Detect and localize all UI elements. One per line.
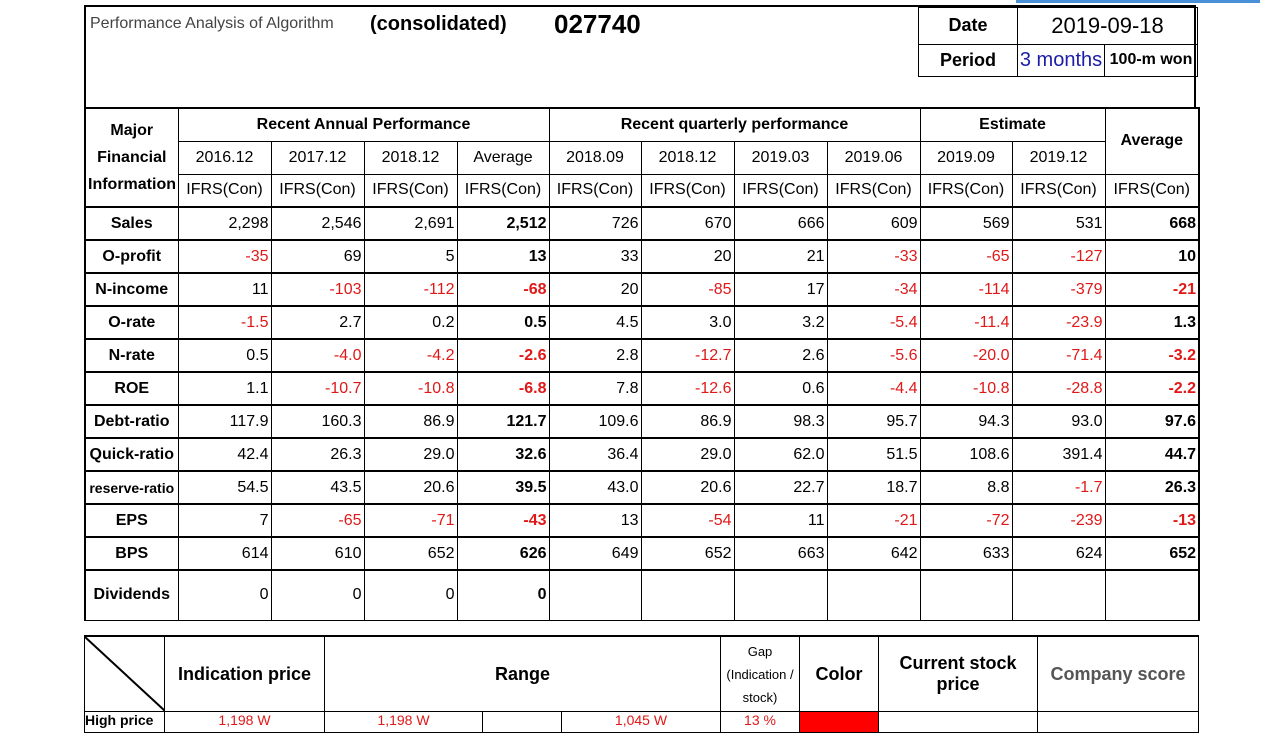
stock-code: 027740: [554, 9, 641, 39]
table-cell: [827, 570, 920, 620]
unit-label: 100-m won: [1105, 44, 1198, 76]
table-cell: 642: [827, 537, 920, 570]
high-indication-price: 1,198 W: [165, 712, 325, 733]
basis-header-9: IFRS(Con): [1012, 174, 1105, 207]
table-cell: -85: [641, 273, 734, 306]
financial-table: [84, 107, 1200, 621]
row-label: O-profit: [85, 240, 178, 273]
table-cell: 3.0: [641, 306, 734, 339]
table-cell: 663: [734, 537, 827, 570]
table-cell: -4.4: [827, 372, 920, 405]
row-label: N-rate: [85, 339, 178, 372]
table-cell: 7: [178, 504, 271, 537]
table-cell: 2.7: [271, 306, 364, 339]
table-cell: -20.0: [920, 339, 1012, 372]
table-cell: 13: [457, 240, 549, 273]
table-cell: -35: [178, 240, 271, 273]
table-row: [85, 207, 1199, 240]
table-cell: 109.6: [549, 405, 641, 438]
table-cell: 20: [641, 240, 734, 273]
basis-header-6: IFRS(Con): [734, 174, 827, 207]
table-cell: 2,691: [364, 207, 457, 240]
table-cell: 95.7: [827, 405, 920, 438]
table-cell: 39.5: [457, 471, 549, 504]
table-cell: 10: [1105, 240, 1199, 273]
table-cell: 36.4: [549, 438, 641, 471]
table-cell: 43.5: [271, 471, 364, 504]
company-score-cell: [1038, 712, 1199, 733]
table-cell: 2,546: [271, 207, 364, 240]
table-cell: -239: [1012, 504, 1105, 537]
table-cell: -34: [827, 273, 920, 306]
report-header: [84, 5, 1196, 107]
table-cell: [1012, 570, 1105, 620]
top-accent-strip: [1016, 0, 1260, 3]
table-row: [85, 471, 1199, 504]
table-cell: -71: [364, 504, 457, 537]
table-cell: -5.4: [827, 306, 920, 339]
table-cell: -65: [271, 504, 364, 537]
table-cell: -71.4: [1012, 339, 1105, 372]
table-cell: 17: [734, 273, 827, 306]
row-label: reserve-ratio: [85, 471, 178, 504]
table-cell: -33: [827, 240, 920, 273]
table-cell: 13: [549, 504, 641, 537]
table-cell: 29.0: [364, 438, 457, 471]
table-cell: 29.0: [641, 438, 734, 471]
table-cell: 4.5: [549, 306, 641, 339]
period-label: Period: [919, 44, 1018, 76]
basis-header-3: IFRS(Con): [457, 174, 549, 207]
table-cell: -65: [920, 240, 1012, 273]
table-cell: 3.2: [734, 306, 827, 339]
company-score-header: Company score: [1038, 636, 1199, 712]
table-cell: -68: [457, 273, 549, 306]
row-label: ROE: [85, 372, 178, 405]
table-cell: 670: [641, 207, 734, 240]
table-cell: 649: [549, 537, 641, 570]
table-cell: 0: [178, 570, 271, 620]
table-cell: -1.7: [1012, 471, 1105, 504]
basis-header-7: IFRS(Con): [827, 174, 920, 207]
table-row: [85, 438, 1199, 471]
table-row: [85, 405, 1199, 438]
table-cell: 43.0: [549, 471, 641, 504]
table-cell: -114: [920, 273, 1012, 306]
table-cell: 652: [364, 537, 457, 570]
group-average: Average: [1105, 108, 1199, 174]
table-cell: -23.9: [1012, 306, 1105, 339]
diagonal-corner: [85, 636, 165, 712]
table-cell: 33: [549, 240, 641, 273]
table-cell: 42.4: [178, 438, 271, 471]
period-header-3: Average: [457, 141, 549, 174]
color-indicator: [800, 712, 879, 733]
table-cell: 22.7: [734, 471, 827, 504]
valuation-table: [84, 635, 1199, 733]
period-header-1: 2017.12: [271, 141, 364, 174]
diagonal-line: [85, 637, 165, 711]
table-cell: 160.3: [271, 405, 364, 438]
row-label: BPS: [85, 537, 178, 570]
table-cell: 626: [457, 537, 549, 570]
table-cell: -10.8: [920, 372, 1012, 405]
period-header-5: 2018.12: [641, 141, 734, 174]
table-cell: -12.6: [641, 372, 734, 405]
group-annual: Recent Annual Performance: [178, 108, 549, 141]
date-value: 2019-09-18: [1018, 8, 1198, 45]
table-cell: 2.8: [549, 339, 641, 372]
period-header-9: 2019.12: [1012, 141, 1105, 174]
table-cell: 652: [641, 537, 734, 570]
table-cell: 2,298: [178, 207, 271, 240]
basis-header-1: IFRS(Con): [271, 174, 364, 207]
gap-header: Gap (Indication / stock): [721, 636, 800, 712]
table-cell: 652: [1105, 537, 1199, 570]
table-cell: 54.5: [178, 471, 271, 504]
consolidated-label: (consolidated): [370, 13, 507, 35]
table-cell: 0.5: [178, 339, 271, 372]
table-cell: -1.5: [178, 306, 271, 339]
period-header-7: 2019.06: [827, 141, 920, 174]
row-label: EPS: [85, 504, 178, 537]
table-cell: -379: [1012, 273, 1105, 306]
row-label: Sales: [85, 207, 178, 240]
table-cell: 5: [364, 240, 457, 273]
table-cell: 0.6: [734, 372, 827, 405]
table-cell: 633: [920, 537, 1012, 570]
info-box: [918, 7, 1198, 77]
table-cell: 26.3: [1105, 471, 1199, 504]
table-row: [85, 372, 1199, 405]
corner-header: Major Financial Information: [85, 108, 178, 207]
table-cell: -21: [1105, 273, 1199, 306]
table-cell: -12.7: [641, 339, 734, 372]
table-cell: 86.9: [641, 405, 734, 438]
table-cell: 0.2: [364, 306, 457, 339]
table-cell: 0: [364, 570, 457, 620]
period-value: 3 months: [1018, 44, 1105, 76]
table-cell: 0: [457, 570, 549, 620]
table-cell: -43: [457, 504, 549, 537]
table-cell: [1105, 570, 1199, 620]
table-cell: 0.5: [457, 306, 549, 339]
period-header-4: 2018.09: [549, 141, 641, 174]
table-cell: -2.2: [1105, 372, 1199, 405]
table-cell: 51.5: [827, 438, 920, 471]
table-row: [85, 240, 1199, 273]
current-stock-price-header: Current stock price: [879, 636, 1038, 712]
table-row: [85, 537, 1199, 570]
table-cell: 44.7: [1105, 438, 1199, 471]
indication-price-header: Indication price: [165, 636, 325, 712]
table-cell: [549, 570, 641, 620]
table-cell: 624: [1012, 537, 1105, 570]
table-cell: 86.9: [364, 405, 457, 438]
table-row: [85, 570, 1199, 620]
table-cell: -28.8: [1012, 372, 1105, 405]
table-cell: 666: [734, 207, 827, 240]
table-cell: -103: [271, 273, 364, 306]
table-cell: 20.6: [641, 471, 734, 504]
table-cell: -13: [1105, 504, 1199, 537]
table-cell: 0: [271, 570, 364, 620]
high-range-value: 1,198 W: [325, 712, 483, 733]
table-cell: 726: [549, 207, 641, 240]
table-cell: 62.0: [734, 438, 827, 471]
period-header-8: 2019.09: [920, 141, 1012, 174]
table-cell: -54: [641, 504, 734, 537]
table-cell: [734, 570, 827, 620]
current-price-cell: [879, 712, 1038, 733]
table-cell: 108.6: [920, 438, 1012, 471]
table-cell: 69: [271, 240, 364, 273]
basis-header-8: IFRS(Con): [920, 174, 1012, 207]
table-cell: 391.4: [1012, 438, 1105, 471]
row-label: N-income: [85, 273, 178, 306]
group-quarterly: Recent quarterly performance: [549, 108, 920, 141]
table-cell: 614: [178, 537, 271, 570]
period-header-0: 2016.12: [178, 141, 271, 174]
table-cell: -2.6: [457, 339, 549, 372]
table-cell: 121.7: [457, 405, 549, 438]
table-cell: 7.8: [549, 372, 641, 405]
row-label: O-rate: [85, 306, 178, 339]
period-header-6: 2019.03: [734, 141, 827, 174]
high-range-value-2: 1,045 W: [562, 712, 721, 733]
basis-header-5: IFRS(Con): [641, 174, 734, 207]
table-cell: 98.3: [734, 405, 827, 438]
table-cell: [920, 570, 1012, 620]
table-cell: -127: [1012, 240, 1105, 273]
table-cell: 1.3: [1105, 306, 1199, 339]
color-header: Color: [800, 636, 879, 712]
basis-header-0: IFRS(Con): [178, 174, 271, 207]
report-title: Performance Analysis of Algorithm: [90, 15, 334, 32]
table-cell: 20.6: [364, 471, 457, 504]
table-cell: 11: [734, 504, 827, 537]
table-row: [85, 504, 1199, 537]
table-cell: 609: [827, 207, 920, 240]
table-row: [85, 273, 1199, 306]
table-row: [85, 339, 1199, 372]
table-row: [85, 306, 1199, 339]
period-header-2: 2018.12: [364, 141, 457, 174]
table-cell: [641, 570, 734, 620]
table-cell: 11: [178, 273, 271, 306]
table-cell: 610: [271, 537, 364, 570]
analysis-sheet: [84, 5, 1198, 728]
row-label: Dividends: [85, 570, 178, 620]
range-spacer: [483, 712, 562, 733]
table-cell: 97.6: [1105, 405, 1199, 438]
high-price-label: High price: [85, 712, 165, 733]
row-label: Debt-ratio: [85, 405, 178, 438]
table-cell: 93.0: [1012, 405, 1105, 438]
table-cell: -112: [364, 273, 457, 306]
table-cell: -6.8: [457, 372, 549, 405]
table-cell: 569: [920, 207, 1012, 240]
basis-header-4: IFRS(Con): [549, 174, 641, 207]
table-cell: 8.8: [920, 471, 1012, 504]
table-cell: 531: [1012, 207, 1105, 240]
table-cell: 94.3: [920, 405, 1012, 438]
table-cell: 2.6: [734, 339, 827, 372]
table-cell: -4.0: [271, 339, 364, 372]
table-cell: 21: [734, 240, 827, 273]
table-cell: 18.7: [827, 471, 920, 504]
table-cell: -4.2: [364, 339, 457, 372]
basis-header-2: IFRS(Con): [364, 174, 457, 207]
table-cell: -72: [920, 504, 1012, 537]
table-cell: 117.9: [178, 405, 271, 438]
table-cell: -10.8: [364, 372, 457, 405]
table-cell: -21: [827, 504, 920, 537]
table-cell: 20: [549, 273, 641, 306]
table-cell: 26.3: [271, 438, 364, 471]
row-label: Quick-ratio: [85, 438, 178, 471]
table-cell: -10.7: [271, 372, 364, 405]
table-cell: 2,512: [457, 207, 549, 240]
range-header: Range: [325, 636, 721, 712]
table-cell: 668: [1105, 207, 1199, 240]
table-cell: -3.2: [1105, 339, 1199, 372]
basis-header-10: IFRS(Con): [1105, 174, 1199, 207]
table-cell: -11.4: [920, 306, 1012, 339]
high-gap-value: 13 %: [721, 712, 800, 733]
group-estimate: Estimate: [920, 108, 1105, 141]
date-label: Date: [919, 8, 1018, 45]
table-cell: 1.1: [178, 372, 271, 405]
table-cell: 32.6: [457, 438, 549, 471]
table-cell: -5.6: [827, 339, 920, 372]
